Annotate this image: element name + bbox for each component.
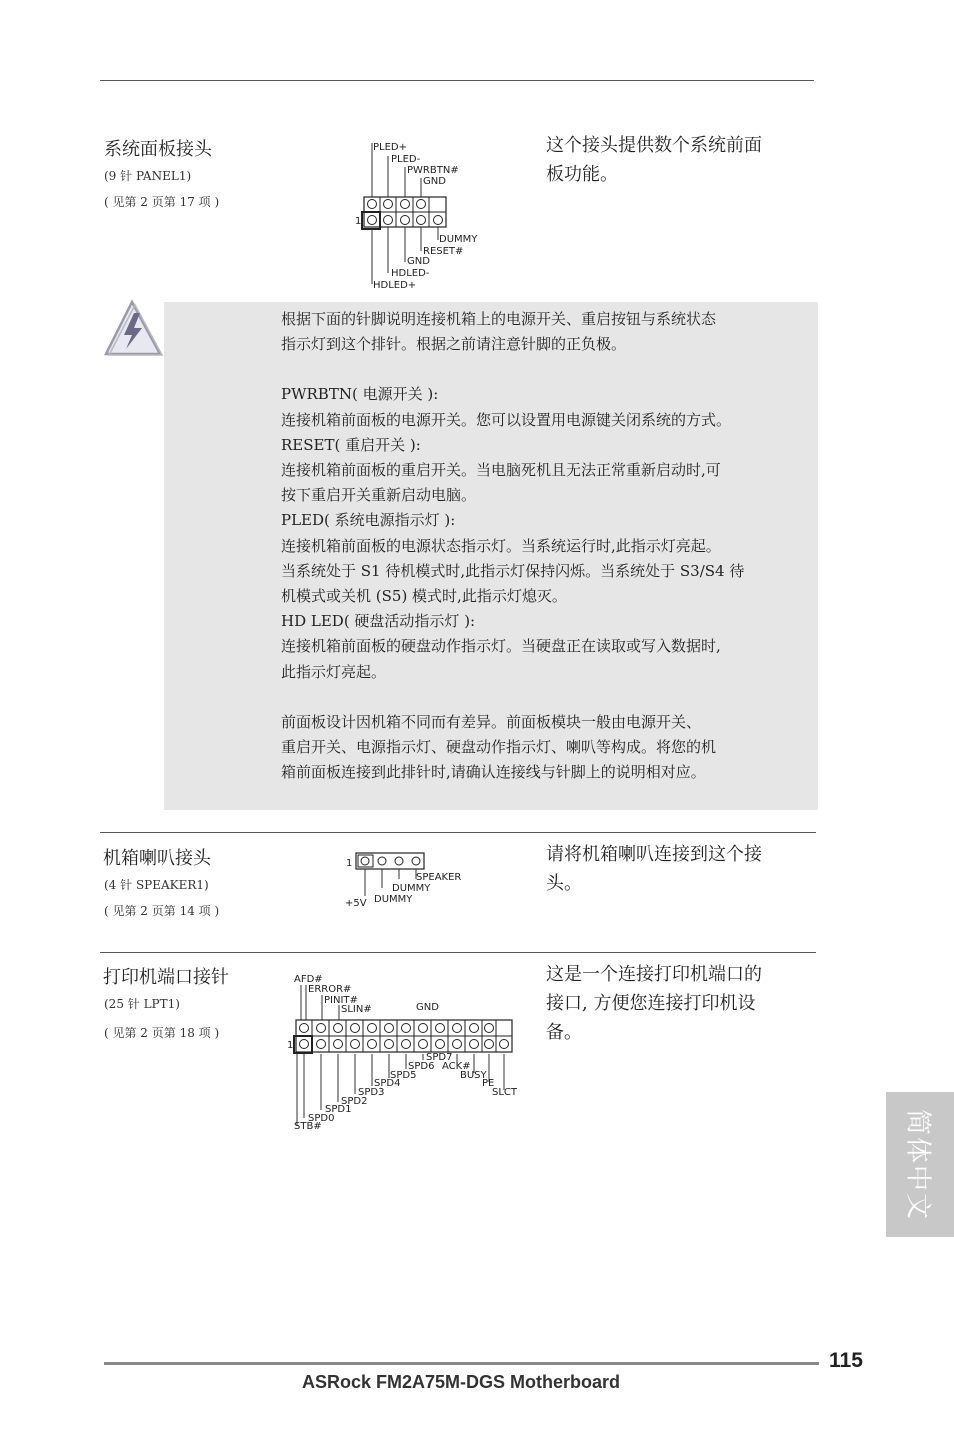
label-reset: RESET# <box>423 246 464 257</box>
label-gnd-lpt: GND <box>416 1002 439 1013</box>
section-title-panel: 系统面板接头 <box>104 139 212 160</box>
section-title-speaker: 机箱喇叭接头 <box>103 848 211 869</box>
section-ref-lpt: ( 见第 2 页第 18 项 ) <box>104 1026 220 1040</box>
label-speaker: SPEAKER <box>416 872 462 883</box>
label-stb: STB# <box>294 1121 322 1132</box>
note-text: 根据下面的针脚说明连接机箱上的电源开关、重启按钮与系统状态 指示灯到这个排针。根据之前请注意针脚的正负极。 PWRBTN( 电源开关 ): 连接机箱前面板的电源开关。您可以设置用电源键关闭系统的方式。 RESET( 重启开关 ): 连接机箱前面板的重启开关。当电脑死机且无法正常重新启动时,可 按下重启开关重新启动电脑。 PLED( 系统电源指示灯 ): 连接机箱前面板的电源状态指示灯。当系统运行时,此指示灯亮起。 当系统处于 S1 待机模式时,此指示灯保持闪烁。当系统处于 S3/S4 待 机模式或关机 (S5) 模式时,此指示灯熄灭。 HD LED( 硬盘活动指示灯 ): 连接机箱前面板的硬盘动作指示灯。当硬盘正在读取或写入数据时, 此指示灯亮起。 前面板设计因机箱不同而有差异。前面板模块一般由电源开关、 重启开关、电源指示灯、硬盘动作指示灯、喇叭等构成。将您的机 箱前面板连接到此排针时,请确认连接线与针脚上的说明相对应。 <box>281 307 806 785</box>
section-ref-speaker: ( 见第 2 页第 14 项 ) <box>104 904 220 918</box>
section-desc-panel: 这个接头提供数个系统前面 板功能。 <box>546 135 762 185</box>
label-spd3: SPD3 <box>358 1087 385 1098</box>
section-ref-panel: ( 见第 2 页第 17 项 ) <box>104 195 220 209</box>
reset-heading: RESET( 重启开关 ): <box>281 435 421 454</box>
lpt-header-diagram <box>284 970 524 1132</box>
label-pin1-lpt: 1 <box>287 1040 294 1051</box>
footer-rule <box>104 1362 819 1365</box>
section-pins-panel: (9 针 PANEL1) <box>104 169 192 183</box>
pled-heading: PLED( 系统电源指示灯 ): <box>281 511 456 530</box>
label-spd2: SPD2 <box>341 1096 368 1107</box>
side-tab-label: 简体中文 <box>902 1108 933 1221</box>
label-pinit: PINIT# <box>324 995 358 1006</box>
label-dummy1-speaker: DUMMY <box>392 883 431 894</box>
label-pled-plus: PLED+ <box>373 142 407 153</box>
label-slct: SLCT <box>492 1087 518 1098</box>
label-dummy-panel: DUMMY <box>439 234 478 245</box>
label-spd6: SPD6 <box>408 1061 435 1072</box>
label-gnd-bottom: GND <box>407 256 430 267</box>
label-5v: +5V <box>345 898 367 909</box>
pwrbtn-heading: PWRBTN( 电源开关 ): <box>281 385 439 404</box>
label-hdled-plus: HDLED+ <box>373 280 417 291</box>
hdled-heading: HD LED( 硬盘活动指示灯 ): <box>281 612 476 631</box>
section-pins-lpt: (25 针 LPT1) <box>104 997 180 1011</box>
label-afd: AFD# <box>294 974 323 985</box>
speaker-header-diagram <box>340 848 480 910</box>
section-desc-speaker: 请将机箱喇叭连接到这个接 头。 <box>546 844 762 894</box>
divider-lpt <box>100 952 816 953</box>
label-spd0: SPD0 <box>308 1113 335 1124</box>
footer-product: ASRock FM2A75M-DGS Motherboard <box>302 1372 621 1392</box>
label-slin: SLIN# <box>341 1004 372 1015</box>
label-spd5: SPD5 <box>390 1070 417 1081</box>
panel-header-diagram <box>350 138 490 293</box>
label-pled-minus: PLED- <box>391 154 421 165</box>
warning-icon <box>104 299 164 357</box>
label-pin1-speaker: 1 <box>346 858 353 869</box>
label-dummy2-speaker: DUMMY <box>374 894 413 905</box>
label-pwrbtn: PWRBTN# <box>407 165 459 176</box>
top-rule <box>100 80 814 81</box>
label-pin1-panel: 1 <box>355 216 362 227</box>
label-spd1: SPD1 <box>325 1104 352 1115</box>
section-desc-lpt: 这是一个连接打印机端口的 接口, 方便您连接打印机设 备。 <box>546 964 762 1043</box>
label-busy: BUSY <box>460 1070 487 1081</box>
label-pe: PE <box>482 1078 495 1089</box>
label-spd4: SPD4 <box>374 1078 401 1089</box>
label-ack: ACK# <box>442 1061 471 1072</box>
label-spd7: SPD7 <box>426 1052 453 1063</box>
label-hdled-minus: HDLED- <box>391 268 430 279</box>
label-error: ERROR# <box>308 984 352 995</box>
section-title-lpt: 打印机端口接针 <box>103 967 229 988</box>
section-pins-speaker: (4 针 SPEAKER1) <box>104 878 209 892</box>
page-number: 115 <box>829 1349 863 1372</box>
label-gnd-top: GND <box>423 176 446 187</box>
language-side-tab <box>886 1092 954 1237</box>
divider-speaker <box>100 832 816 833</box>
